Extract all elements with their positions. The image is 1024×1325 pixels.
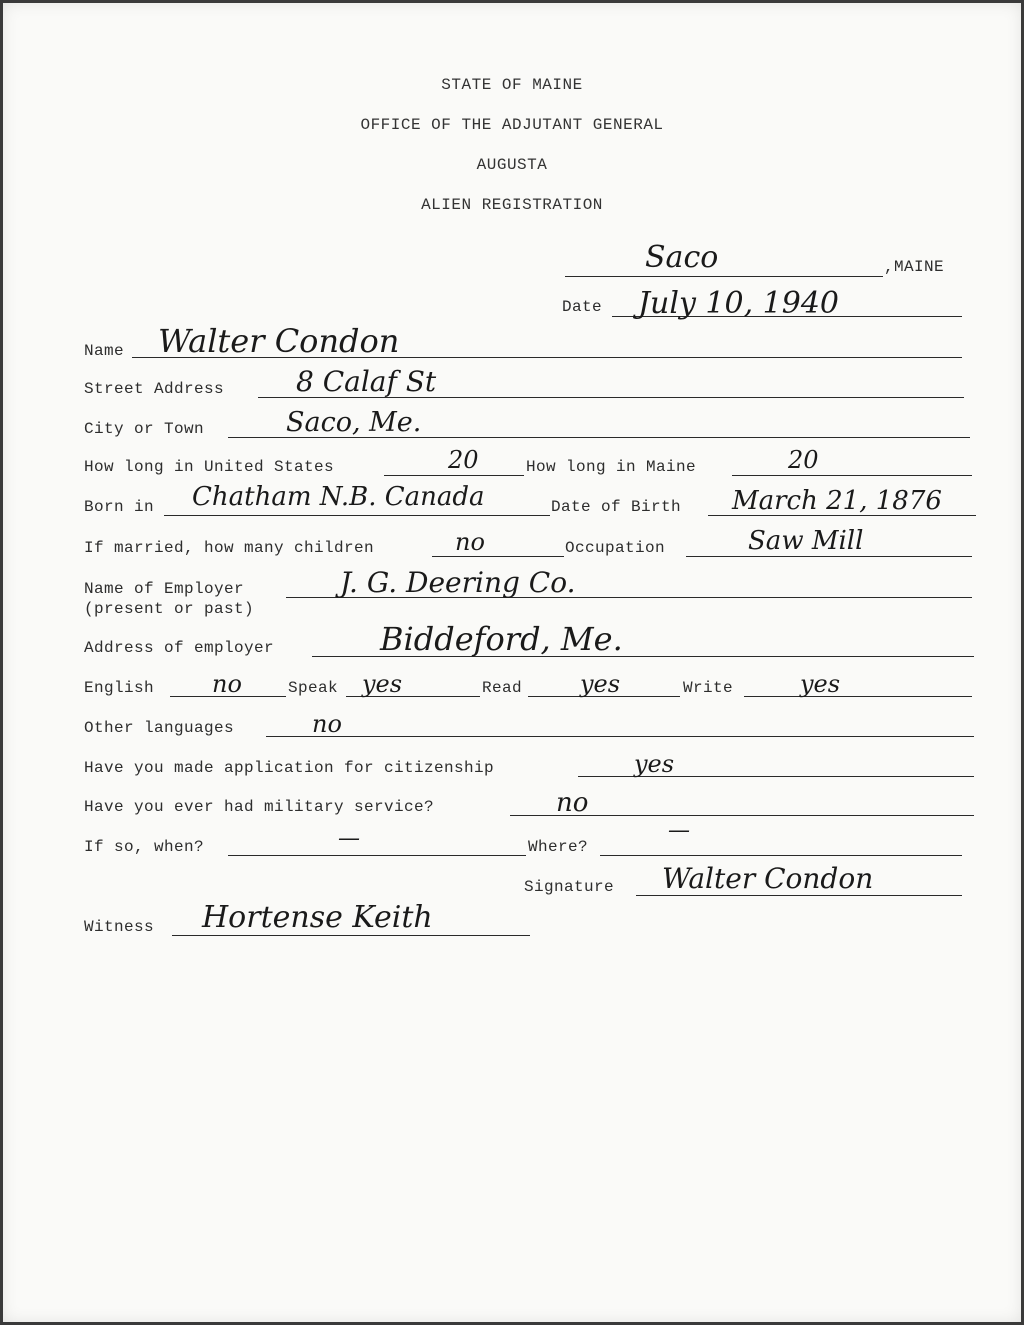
speak-label: Speak	[288, 679, 339, 697]
write-value: yes	[800, 670, 841, 698]
born-in-value: Chatham N.B. Canada	[192, 482, 485, 512]
married-label: If married, how many children	[84, 539, 375, 557]
other-languages-line	[266, 736, 974, 737]
header-office: OFFICE OF THE ADJUTANT GENERAL	[360, 116, 664, 134]
how-long-maine-value: 20	[788, 446, 819, 474]
how-long-maine-label: How long in Maine	[526, 458, 697, 476]
street-label: Street Address	[84, 380, 225, 398]
born-in-label: Born in	[84, 498, 155, 516]
signature-line	[636, 895, 962, 896]
header-city: AUGUSTA	[476, 156, 548, 174]
military-label: Have you ever had military service?	[84, 798, 435, 816]
speak-value: yes	[362, 670, 403, 698]
place-line	[565, 276, 883, 277]
born-in-line	[164, 515, 550, 516]
married-line	[432, 556, 564, 557]
employer-value: J. G. Deering Co.	[340, 566, 576, 599]
read-label: Read	[482, 679, 523, 697]
header-title: ALIEN REGISTRATION	[421, 196, 603, 214]
witness-line	[172, 935, 530, 936]
employer-label-sub: (present or past)	[84, 600, 255, 618]
header-state: STATE OF MAINE	[441, 76, 583, 94]
employer-label: Name of Employer	[84, 580, 245, 598]
name-label: Name	[84, 342, 125, 360]
how-long-us-line	[384, 475, 524, 476]
dob-value: March 21, 1876	[732, 486, 942, 516]
how-long-us-label: How long in United States	[84, 458, 335, 476]
city-label: City or Town	[84, 420, 205, 438]
where-value: —	[668, 818, 690, 843]
signature-label: Signature	[524, 878, 615, 896]
english-label: English	[84, 679, 155, 697]
maine-label: ,MAINE	[884, 258, 945, 276]
citizenship-value: yes	[634, 750, 675, 778]
city-value: Saco, Me.	[286, 407, 422, 438]
occupation-value: Saw Mill	[748, 526, 864, 556]
english-value: no	[212, 670, 242, 698]
date-label: Date	[562, 298, 603, 316]
how-long-us-value: 20	[448, 446, 479, 474]
employer-address-value: Biddeford, Me.	[380, 620, 623, 658]
place-value: Saco	[645, 240, 719, 275]
name-value: Walter Condon	[158, 322, 400, 360]
where-line	[600, 855, 962, 856]
date-value: July 10, 1940	[638, 286, 840, 321]
where-label: Where?	[528, 838, 589, 856]
employer-address-label: Address of employer	[84, 639, 275, 657]
write-label: Write	[683, 679, 734, 697]
occupation-label: Occupation	[565, 539, 666, 557]
dob-label: Date of Birth	[551, 498, 682, 516]
if-so-when-line	[228, 855, 526, 856]
other-languages-label: Other languages	[84, 719, 235, 737]
signature-value: Walter Condon	[662, 862, 874, 895]
if-so-when-value: —	[338, 826, 360, 851]
write-line	[744, 696, 972, 697]
how-long-maine-line	[732, 475, 972, 476]
read-value: yes	[580, 670, 621, 698]
if-so-when-label: If so, when?	[84, 838, 205, 856]
other-languages-value: no	[312, 710, 342, 738]
occupation-line	[686, 556, 972, 557]
married-value: no	[455, 528, 485, 556]
street-value: 8 Calaf St	[296, 365, 437, 398]
citizenship-label: Have you made application for citizenship	[84, 759, 495, 777]
witness-label: Witness	[84, 918, 155, 936]
witness-value: Hortense Keith	[202, 900, 433, 935]
military-value: no	[556, 788, 589, 818]
